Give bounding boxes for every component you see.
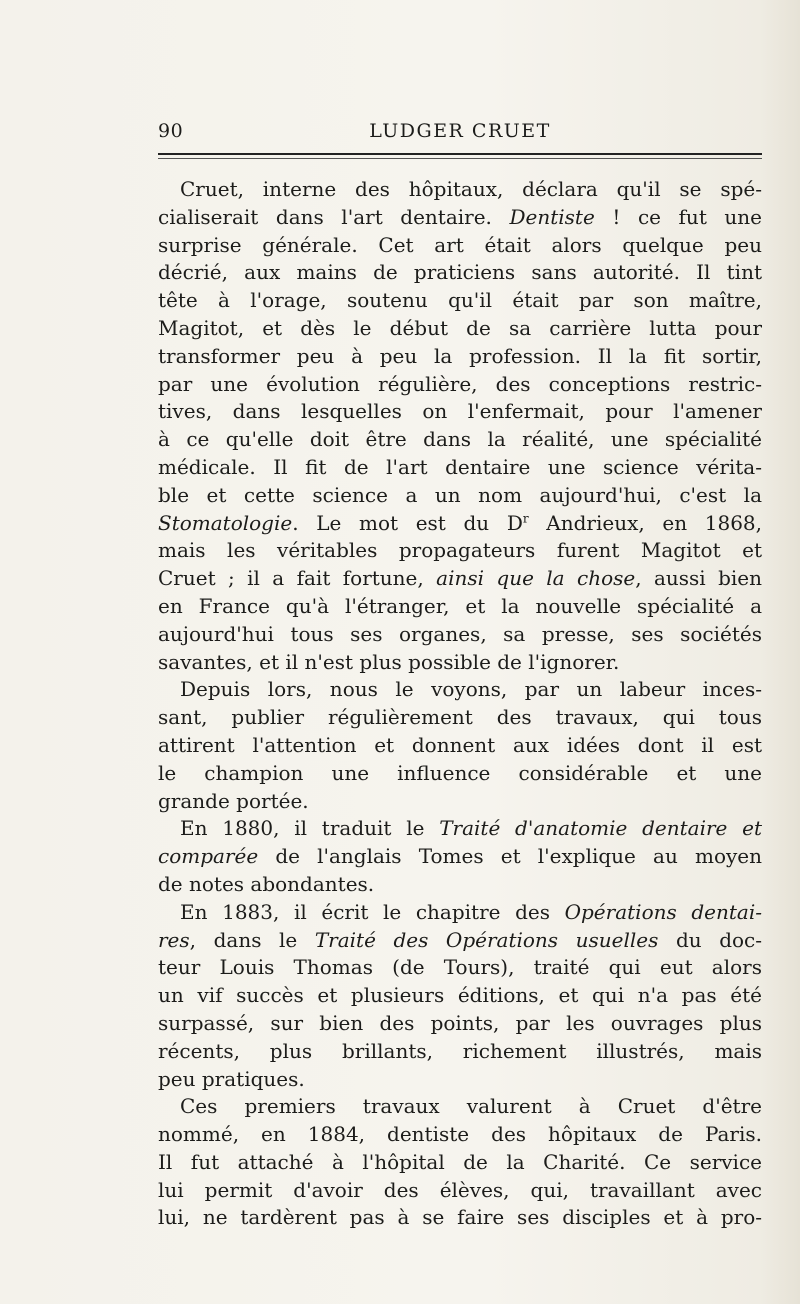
text-run: grande portée. — [158, 788, 309, 813]
text-run: . Le mot est du D — [292, 510, 523, 535]
text-run: Ces premiers travaux valurent à Cruet d'être — [180, 1094, 762, 1119]
text-run: Cruet ; il a fait fortune, — [158, 566, 437, 591]
text-run: Magitot, et dès le début de sa carrière lutta pour — [158, 315, 762, 340]
text-run: ble et cette science a un nom aujourd'hui, c'est la — [158, 482, 762, 507]
text-run: lui, ne tardèrent pas à se faire ses disciples et à pro- — [158, 1205, 762, 1230]
text-line — [158, 232, 762, 260]
text-line — [158, 621, 762, 649]
text-run: ! ce fut une — [594, 204, 762, 229]
text-line — [158, 482, 762, 510]
text-line — [158, 1010, 762, 1038]
text-run: décrié, aux mains de praticiens sans autorité. Il tint — [158, 260, 762, 285]
text-run: cialiserait dans l'art dentaire. — [158, 204, 510, 229]
text-run: en France qu'à l'étranger, et la nouvelle spécialité a — [158, 593, 762, 618]
italic-text: ainsi que la chose — [436, 566, 636, 591]
text-run: attirent l'attention et donnent aux idées dont il est — [158, 732, 762, 757]
text-line — [158, 343, 762, 371]
text-line — [158, 815, 762, 843]
header-rule — [158, 153, 762, 155]
text-line — [158, 760, 762, 788]
text-line — [158, 287, 762, 315]
text-run: En 1883, il écrit le chapitre des — [180, 899, 565, 924]
text-line — [158, 1204, 762, 1232]
text-run: , dans le — [189, 927, 315, 952]
text-run: du doc- — [658, 927, 762, 952]
header-rule-thin — [158, 158, 762, 159]
italic-text: Opérations dentai- — [564, 899, 762, 924]
text-line — [158, 927, 762, 955]
text-line — [158, 454, 762, 482]
text-run: un vif succès et plusieurs éditions, et qui n'a pas été — [158, 983, 762, 1008]
text-run: En 1880, il traduit le — [180, 816, 440, 841]
text-run: nommé, en 1884, dentiste des hôpitaux de Paris. — [158, 1122, 762, 1147]
page-number: 90 — [158, 120, 184, 142]
text-run: Cruet, interne des hôpitaux, déclara qu'il se spé- — [180, 177, 762, 201]
text-run: le champion une influence considérable et une — [158, 760, 762, 785]
italic-text: Dentiste — [509, 204, 595, 229]
text-run: lui permit d'avoir des élèves, qui, travaillant avec — [158, 1177, 762, 1202]
text-line — [158, 371, 762, 399]
text-line — [158, 871, 762, 899]
text-run: Andrieux, en 1868, — [528, 510, 762, 535]
text-line — [158, 788, 762, 816]
text-run: tête à l'orage, soutenu qu'il était par son maître, — [158, 288, 762, 313]
text-run: par une évolution régulière, des conceptions restric- — [158, 371, 762, 396]
text-line — [158, 649, 762, 677]
text-line — [158, 732, 762, 760]
text-line — [158, 704, 762, 732]
text-run: surprise générale. Cet art était alors quelque peu — [158, 232, 762, 257]
page-header — [158, 120, 762, 146]
text-run: mais les véritables propagateurs furent Magitot et — [158, 538, 762, 563]
text-line — [158, 843, 762, 871]
text-line — [158, 676, 762, 704]
text-run: tives, dans lesquelles on l'enfermait, pour l'amener — [158, 399, 762, 424]
text-line — [158, 982, 762, 1010]
text-line — [158, 565, 762, 593]
text-line — [158, 593, 762, 621]
italic-text: comparée — [158, 844, 259, 869]
text-line — [158, 1066, 762, 1094]
text-run: médicale. Il fit de l'art dentaire une science vérita- — [158, 454, 762, 479]
italic-text: Stomatologie — [158, 510, 293, 535]
text-run: de notes abondantes. — [158, 871, 375, 896]
text-run: récents, plus brillants, richement illustrés, mais — [158, 1038, 762, 1063]
text-line — [158, 398, 762, 426]
text-line — [158, 426, 762, 454]
text-run: teur Louis Thomas (de Tours), traité qui eut alors — [158, 955, 762, 980]
text-run: Il fut attaché à l'hôpital de la Charité. Ce service — [158, 1149, 762, 1174]
text-line — [158, 1038, 762, 1066]
text-run: savantes, et il n'est plus possible de l'ignorer. — [158, 649, 620, 674]
text-line — [158, 510, 762, 538]
text-line — [158, 954, 762, 982]
italic-text: res — [158, 927, 190, 952]
text-run: , aussi bien — [635, 566, 762, 591]
text-run: à ce qu'elle doit être dans la réalité, une spécialité — [158, 427, 762, 452]
text-run: aujourd'hui tous ses organes, sa presse, ses sociétés — [158, 621, 762, 646]
text-line — [158, 176, 762, 204]
text-line — [158, 1177, 762, 1205]
body-text — [158, 176, 762, 1232]
text-line — [158, 899, 762, 927]
italic-text: Traité d'anatomie dentaire et — [439, 816, 762, 841]
italic-text: Traité des Opérations usuelles — [314, 927, 659, 952]
superscript: r — [522, 510, 529, 525]
text-run: Depuis lors, nous le voyons, par un labeur inces- — [180, 677, 762, 702]
text-run: surpassé, sur bien des points, par les ouvrages plus — [158, 1010, 762, 1035]
text-line — [158, 1149, 762, 1177]
running-title: LUDGER CRUET — [369, 120, 551, 142]
text-line — [158, 537, 762, 565]
text-run: de l'anglais Tomes et l'explique au moyen — [258, 844, 762, 869]
text-run: sant, publier régulièrement des travaux, qui tous — [158, 705, 762, 730]
text-line — [158, 1121, 762, 1149]
text-line — [158, 204, 762, 232]
text-line — [158, 315, 762, 343]
text-line — [158, 1093, 762, 1121]
text-line — [158, 259, 762, 287]
text-run: peu pratiques. — [158, 1066, 305, 1091]
text-run: transformer peu à peu la profession. Il la fit sortir, — [158, 343, 762, 368]
